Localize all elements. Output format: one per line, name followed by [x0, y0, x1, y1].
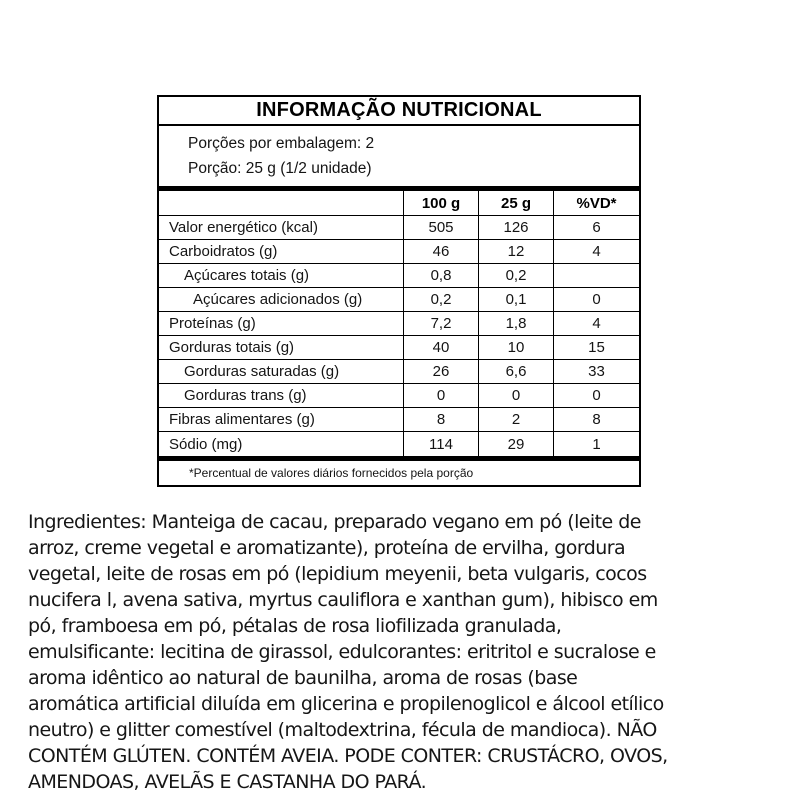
- table-row: [159, 336, 639, 360]
- value-percent-dv: 15: [553, 336, 639, 359]
- table-row: [159, 264, 639, 288]
- value-per-100g: 46: [403, 240, 478, 263]
- value-per-100g: 0: [403, 384, 478, 407]
- value-per-100g: 0,2: [403, 288, 478, 311]
- daily-value-footnote: *Percentual de valores diários fornecidos pela porção: [159, 456, 639, 485]
- nutrient-label: Sódio (mg): [169, 435, 243, 453]
- value-percent-dv: 4: [553, 240, 639, 263]
- portion-info: [159, 126, 639, 191]
- ingredients-line: AMENDOAS, AVELÃS E CASTANHA DO PARÁ.: [28, 771, 427, 793]
- table-row: [159, 408, 639, 432]
- value-per-25g: 126: [478, 216, 553, 239]
- value-percent-dv: 6: [553, 216, 639, 239]
- table-row: [159, 240, 639, 264]
- ingredients-line: arroz, creme vegetal e aromatizante), proteína de ervilha, gordura: [28, 537, 626, 559]
- value-percent-dv: 4: [553, 312, 639, 335]
- value-per-25g: 10: [478, 336, 553, 359]
- value-percent-dv: 8: [553, 408, 639, 431]
- ingredients-line: vegetal, leite de rosas em pó (lepidium meyenii, beta vulgaris, cocos: [28, 563, 647, 585]
- value-percent-dv: 33: [553, 360, 639, 383]
- value-per-100g: 0,8: [403, 264, 478, 287]
- value-percent-dv: 1: [553, 432, 639, 456]
- nutrition-table: [157, 95, 641, 487]
- nutrition-rows: [159, 216, 639, 456]
- ingredients-line: CONTÉM GLÚTEN. CONTÉM AVEIA. PODE CONTER: CRUSTÁCRO, OVOS,: [28, 745, 668, 767]
- table-title: INFORMAÇÃO NUTRICIONAL: [159, 97, 639, 126]
- value-per-100g: 40: [403, 336, 478, 359]
- nutrient-label: Gorduras totais (g): [169, 339, 295, 356]
- value-per-25g: 2: [478, 408, 553, 431]
- column-header-percent-dv: %VD*: [553, 191, 639, 215]
- ingredients-line: aromática artificial diluída em glicerina e propilenoglicol e álcool etílico: [28, 693, 664, 715]
- servings-per-package: Porções por embalagem: 2: [188, 135, 375, 152]
- table-row: [159, 360, 639, 384]
- value-per-25g: 0,2: [478, 264, 553, 287]
- column-header-row: [159, 191, 639, 216]
- value-per-25g: 0: [478, 384, 553, 407]
- ingredients-line: Ingredientes: Manteiga de cacau, preparado vegano em pó (leite de: [28, 511, 641, 533]
- table-row: [159, 288, 639, 312]
- value-percent-dv: 0: [553, 288, 639, 311]
- nutrient-label: Gorduras trans (g): [184, 387, 307, 404]
- nutrient-label: Carboidratos (g): [169, 243, 278, 260]
- value-percent-dv: [553, 264, 639, 287]
- portion-size: Porção: 25 g (1/2 unidade): [188, 160, 372, 177]
- value-per-25g: 0,1: [478, 288, 553, 311]
- table-row: [159, 432, 639, 456]
- table-row: [159, 216, 639, 240]
- nutrient-label: Açúcares adicionados (g): [193, 291, 363, 308]
- ingredients-line: emulsificante: lecitina de girassol, edulcorantes: eritritol e sucralose e: [28, 641, 656, 663]
- value-per-100g: 505: [403, 216, 478, 239]
- value-per-25g: 1,8: [478, 312, 553, 335]
- value-per-25g: 29: [478, 432, 553, 456]
- ingredients-line: aroma idêntico ao natural de baunilha, aroma de rosas (base: [28, 667, 578, 689]
- column-header-100g: 100 g: [403, 191, 478, 215]
- value-per-100g: 8: [403, 408, 478, 431]
- nutrient-label: Proteínas (g): [169, 315, 256, 332]
- nutrient-label: Açúcares totais (g): [184, 267, 310, 284]
- ingredients-line: pó, framboesa em pó, pétalas de rosa liofilizada granulada,: [28, 615, 562, 637]
- value-per-25g: 12: [478, 240, 553, 263]
- nutrient-label: Fibras alimentares (g): [169, 411, 315, 428]
- ingredients-line: neutro) e glitter comestível (maltodextrina, fécula de mandioca). NÃO: [28, 719, 657, 741]
- nutrient-label: Valor energético (kcal): [169, 219, 318, 236]
- column-header-25g: 25 g: [478, 191, 553, 215]
- table-row: [159, 312, 639, 336]
- table-row: [159, 384, 639, 408]
- column-header-blank: [159, 191, 403, 215]
- ingredients-paragraph: [28, 509, 792, 795]
- value-per-100g: 7,2: [403, 312, 478, 335]
- ingredients-line: nucifera l, avena sativa, myrtus cauliflora e xanthan gum), hibisco em: [28, 589, 658, 611]
- value-per-100g: 114: [403, 432, 478, 456]
- value-percent-dv: 0: [553, 384, 639, 407]
- value-per-25g: 6,6: [478, 360, 553, 383]
- nutrient-label: Gorduras saturadas (g): [184, 363, 340, 380]
- value-per-100g: 26: [403, 360, 478, 383]
